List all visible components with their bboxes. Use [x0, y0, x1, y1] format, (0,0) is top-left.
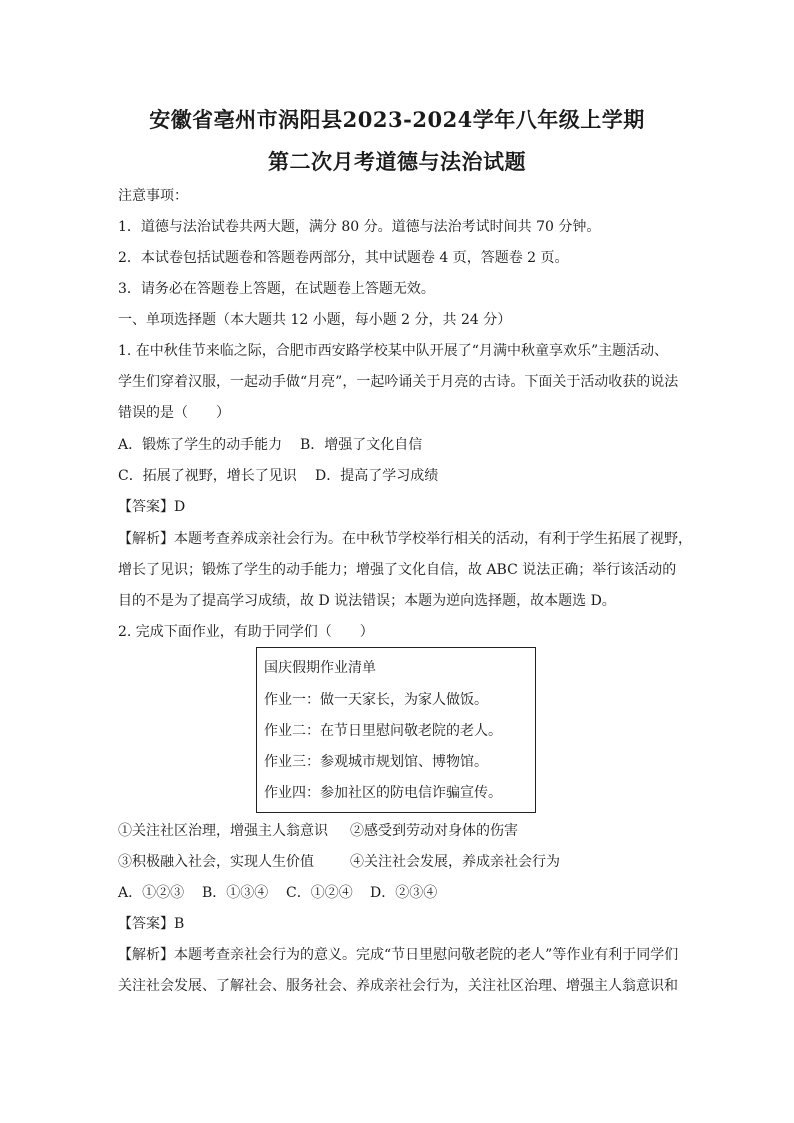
q1-analysis-line: 【解析】本题考查养成亲社会行为。在中秋节学校举行相关的活动，有利于学生拓展了视野，: [118, 531, 692, 547]
homework-list-box: [256, 647, 536, 813]
exam-title-line2: 第二次月考道德与法治试题: [268, 149, 526, 174]
notice-item: 2．本试卷包括试题卷和答题卷两部分，其中试题卷 4 页，答题卷 2 页。: [118, 250, 569, 266]
q2-statement: ②感受到劳动对身体的伤害: [350, 823, 518, 839]
q1-stem-line: 错误的是（ ）: [118, 405, 230, 421]
homework-item: 作业二：在节日里慰问敬老院的老人。: [264, 723, 502, 739]
exam-title-line1: 安徽省亳州市涡阳县2023-2024学年八年级上学期: [149, 107, 645, 132]
homework-item: 作业四：参加社区的防电信诈骗宣传。: [264, 785, 502, 801]
q2-analysis-line: 【解析】本题考查亲社会行为的意义。完成“节日里慰问敬老院的老人”等作业有利于同学们: [118, 947, 679, 963]
q2-answer: 【答案】B: [118, 916, 185, 932]
q2-option-b: B．①③④: [202, 885, 269, 901]
q2-analysis-line: 关注社会发展、了解社会、服务社会、养成亲社会行为，关注社区治理、增强主人翁意识和: [118, 978, 678, 994]
q1-stem-line: 学生们穿着汉服，一起动手做“月亮”，一起吟诵关于月亮的古诗。下面关于活动收获的说法: [118, 374, 679, 390]
q1-stem-line: 1. 在中秋佳节来临之际，合肥市西安路学校某中队开展了“月满中秋童享欢乐”主题活动、: [118, 343, 669, 359]
section-heading: 一、单项选择题（本大题共 12 小题，每小题 2 分，共 24 分）: [118, 312, 512, 328]
q2-option-c: C．①②④: [286, 885, 353, 901]
q1-option-b: B．增强了文化自信: [300, 437, 423, 453]
homework-item: 作业一：做一天家长，为家人做饭。: [264, 692, 488, 708]
homework-list-title: 国庆假期作业清单: [264, 660, 376, 676]
homework-item: 作业三：参观城市规划馆、博物馆。: [264, 754, 488, 770]
q1-option-c: C．拓展了视野，增长了见识: [118, 468, 297, 484]
q2-option-d: D．②③④: [370, 885, 438, 901]
q2-statement: ①关注社区治理，增强主人翁意识: [118, 823, 328, 839]
notice-item: 1．道德与法治试卷共两大题，满分 80 分。道德与法治考试时间共 70 分钟。: [118, 219, 601, 235]
q2-statement: ④关注社会发展，养成亲社会行为: [350, 854, 560, 870]
q2-option-a: A．①②③: [118, 885, 185, 901]
q2-stem: 2. 完成下面作业，有助于同学们（ ）: [118, 624, 374, 640]
notice-heading: 注意事项：: [118, 188, 188, 204]
q2-statement: ③积极融入社会，实现人生价值: [118, 854, 314, 870]
q1-analysis-line: 目的不是为了提高学习成绩，故 D 说法错误；本题为逆向选择题，故本题选 D。: [118, 593, 616, 609]
q1-analysis-line: 增长了见识；锻炼了学生的动手能力；增强了文化自信，故 ABC 说法正确；举行该活动的: [118, 562, 677, 578]
notice-item: 3．请务必在答题卷上答题，在试题卷上答题无效。: [118, 281, 435, 297]
q1-answer: 【答案】D: [118, 499, 186, 515]
q1-option-d: D．提高了学习成绩: [315, 468, 439, 484]
q1-option-a: A．锻炼了学生的动手能力: [118, 437, 283, 453]
